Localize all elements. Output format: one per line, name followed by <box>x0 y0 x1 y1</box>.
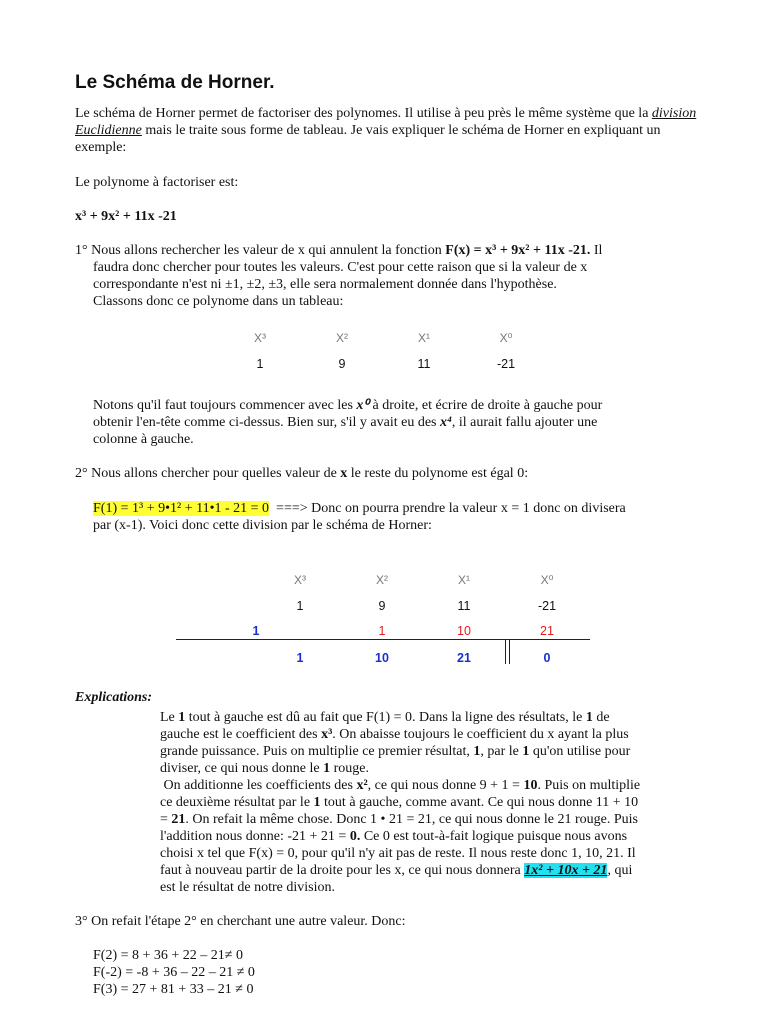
division-result: 1x² + 10x + 21 <box>524 863 608 878</box>
explications-text: = <box>160 812 172 827</box>
f1-highlight: F(1) = 1³ + 9•1² + 11•1 - 21 = 0 <box>93 501 270 516</box>
explications-text: de <box>592 710 610 725</box>
table1-value: 11 <box>417 357 431 371</box>
explications-line <box>160 709 700 726</box>
explications-emphasis: 0. <box>349 829 361 844</box>
explications-text: . On abaisse toujours le coefficient du x ayant la plus <box>332 727 629 742</box>
explications-emphasis: x² <box>356 778 368 793</box>
explications-text: Ce 0 est tout-à-fait logique puisque nous avons <box>360 829 628 844</box>
note1-text-b: à droite, et écrire de droite à gauche pour <box>369 398 603 413</box>
explications-emphasis: 1 <box>178 710 186 725</box>
division-euclidienne-link[interactable]: division Euclidienne <box>75 106 697 138</box>
note1-text-c: obtenir l'en-tête comme ci-dessus. Bien sur, s'il y avait eu des <box>93 415 441 430</box>
table2-header: X² <box>376 573 388 587</box>
table2-product: 10 <box>457 624 471 638</box>
table2-divisor: 1 <box>252 624 260 638</box>
explications-line <box>160 743 700 760</box>
table1-value: 9 <box>338 357 346 371</box>
explications-text: rouge. <box>330 761 370 776</box>
explications-line <box>160 845 700 862</box>
note1-line1 <box>93 397 693 414</box>
intro-text-1: Le schéma de Horner permet de factoriser des polynomes. Il utilise à peu près le même système que la <box>75 106 652 121</box>
explications-line <box>160 794 700 811</box>
table2-remainder-bar <box>505 640 510 664</box>
explications-line <box>160 726 700 743</box>
table2-coeff: -21 <box>537 599 557 613</box>
table2-result: 0 <box>543 651 551 665</box>
explications-text: l'addition nous donne: -21 + 21 = <box>160 829 350 844</box>
f1-line2: par (x-1). Voici donc cette division par le schéma de Horner: <box>93 518 432 533</box>
explications-text: gauche est le coefficient des <box>160 727 322 742</box>
step1-line3: correspondante n'est ni ±1, ±2, ±3, elle sera normalement donnée dans l'hypothèse. <box>93 277 557 292</box>
step1-trail: Il <box>590 243 603 258</box>
table2-coeff: 11 <box>457 599 471 613</box>
step2-text-a: 2° Nous allons chercher pour quelles valeur de <box>75 466 341 481</box>
explications-line-10 <box>160 862 700 879</box>
f-eval-line: F(-2) = -8 + 36 – 22 – 21 ≠ 0 <box>93 965 255 980</box>
step1-line2: faudra donc chercher pour toutes les valeurs. C'est pour cette raison que si la valeur de x <box>93 260 588 275</box>
table2-divider <box>176 639 590 640</box>
explications-text: Le <box>160 710 179 725</box>
table2-result: 10 <box>375 651 389 665</box>
explications-text: grande puissance. Puis on multiplie ce premier résultat, <box>160 744 474 759</box>
table2-coeff: 1 <box>296 599 304 613</box>
explications-emphasis: 1 <box>522 744 530 759</box>
intro-text-2: mais le traite sous forme de tableau. Je vais expliquer le schéma de Horner en expliquant un exemple: <box>75 123 661 155</box>
step1-text: 1° Nous allons rechercher les valeur de x qui annulent la fonction <box>75 243 446 258</box>
explications-text: On additionne les coefficients des <box>160 778 357 793</box>
page-title: Le Schéma de Horner. <box>75 72 275 93</box>
explications-text: faut à nouveau partir de la droite pour les x, ce qui nous donnera <box>160 863 525 878</box>
explications-text: qu'on utilise pour <box>529 744 631 759</box>
explications-text: , qui <box>607 863 633 878</box>
explications-text: tout à gauche est dû au fait que F(1) = 0. Dans la ligne des résultats, le <box>185 710 586 725</box>
intro-paragraph <box>75 105 715 156</box>
table2-result: 1 <box>296 651 304 665</box>
poly-intro: Le polynome à factoriser est: <box>75 175 239 190</box>
explications-text: . On refait la même chose. Donc 1 • 21 = 21, ce qui nous donne le 21 rouge. Puis <box>185 812 638 827</box>
explications-line <box>160 811 700 828</box>
explications-line-11: est le résultat de notre division. <box>160 880 335 895</box>
explications-emphasis: 1 <box>585 710 593 725</box>
step2-line <box>75 465 715 482</box>
table2-header: X¹ <box>458 573 470 587</box>
table1-header: X⁰ <box>499 331 513 345</box>
explications-text: . Puis on multiplie <box>537 778 641 793</box>
step1-line1 <box>75 242 715 259</box>
table2-header: X³ <box>294 573 306 587</box>
table2-product: 21 <box>540 624 554 638</box>
f1-rest: ===> Donc on pourra prendre la valeur x = 1 donc on divisera <box>269 501 626 516</box>
step3-line: 3° On refait l'étape 2° en cherchant une autre valeur. Donc: <box>75 914 406 929</box>
explications-line <box>160 828 700 845</box>
explications-emphasis: 21 <box>171 812 186 827</box>
table1-header: X² <box>336 331 348 345</box>
table2-result: 21 <box>457 651 471 665</box>
explications-line <box>160 760 700 777</box>
note1-x0: x⁰ <box>356 398 370 413</box>
f-eval-line: F(2) = 8 + 36 + 22 – 21≠ 0 <box>93 948 243 963</box>
step1-line4: Classons donc ce polynome dans un tableau: <box>93 294 344 309</box>
table2-header: X⁰ <box>540 573 554 587</box>
explications-emphasis: x³ <box>321 727 333 742</box>
note1-text-d: , il aurait fallu ajouter une <box>451 415 598 430</box>
explications-text: , ce qui nous donne 9 + 1 = <box>367 778 524 793</box>
note1-line2 <box>93 414 693 431</box>
f1-line1 <box>93 500 693 517</box>
explications-text: choisi x tel que F(x) = 0, pour qu'il n'y ait pas de reste. Il nous reste donc 1, 10, 21. Il <box>160 846 636 861</box>
explications-text: ce deuxième résultat par le <box>160 795 314 810</box>
explications-emphasis: 1 <box>323 761 331 776</box>
explications-text: diviser, ce qui nous donne le <box>160 761 324 776</box>
step2-x: x <box>340 466 348 481</box>
polynomial: x³ + 9x² + 11x -21 <box>75 209 177 224</box>
explications-emphasis: 1 <box>313 795 321 810</box>
explications-emphasis: 1 <box>473 744 481 759</box>
table2-coeff: 9 <box>378 599 386 613</box>
step2-text-b: le reste du polynome est égal 0: <box>347 466 529 481</box>
explications-text: , par le <box>480 744 523 759</box>
note1-x4: x⁴ <box>440 415 452 430</box>
table2-product: 1 <box>378 624 386 638</box>
note1-text-a: Notons qu'il faut toujours commencer avec les <box>93 398 357 413</box>
table1-header: X³ <box>254 331 266 345</box>
table1-header: X¹ <box>418 331 430 345</box>
table1-value: 1 <box>256 357 264 371</box>
explications-text: tout à gauche, comme avant. Ce qui nous donne 11 + 10 <box>320 795 639 810</box>
explications-emphasis: 10 <box>523 778 538 793</box>
note1-line3: colonne à gauche. <box>93 432 194 447</box>
explications-heading: Explications: <box>75 690 153 705</box>
step1-function: F(x) = x³ + 9x² + 11x -21. <box>445 243 591 258</box>
table1-value: -21 <box>496 357 516 371</box>
f-eval-line: F(3) = 27 + 81 + 33 – 21 ≠ 0 <box>93 982 254 997</box>
explications-line <box>160 777 700 794</box>
